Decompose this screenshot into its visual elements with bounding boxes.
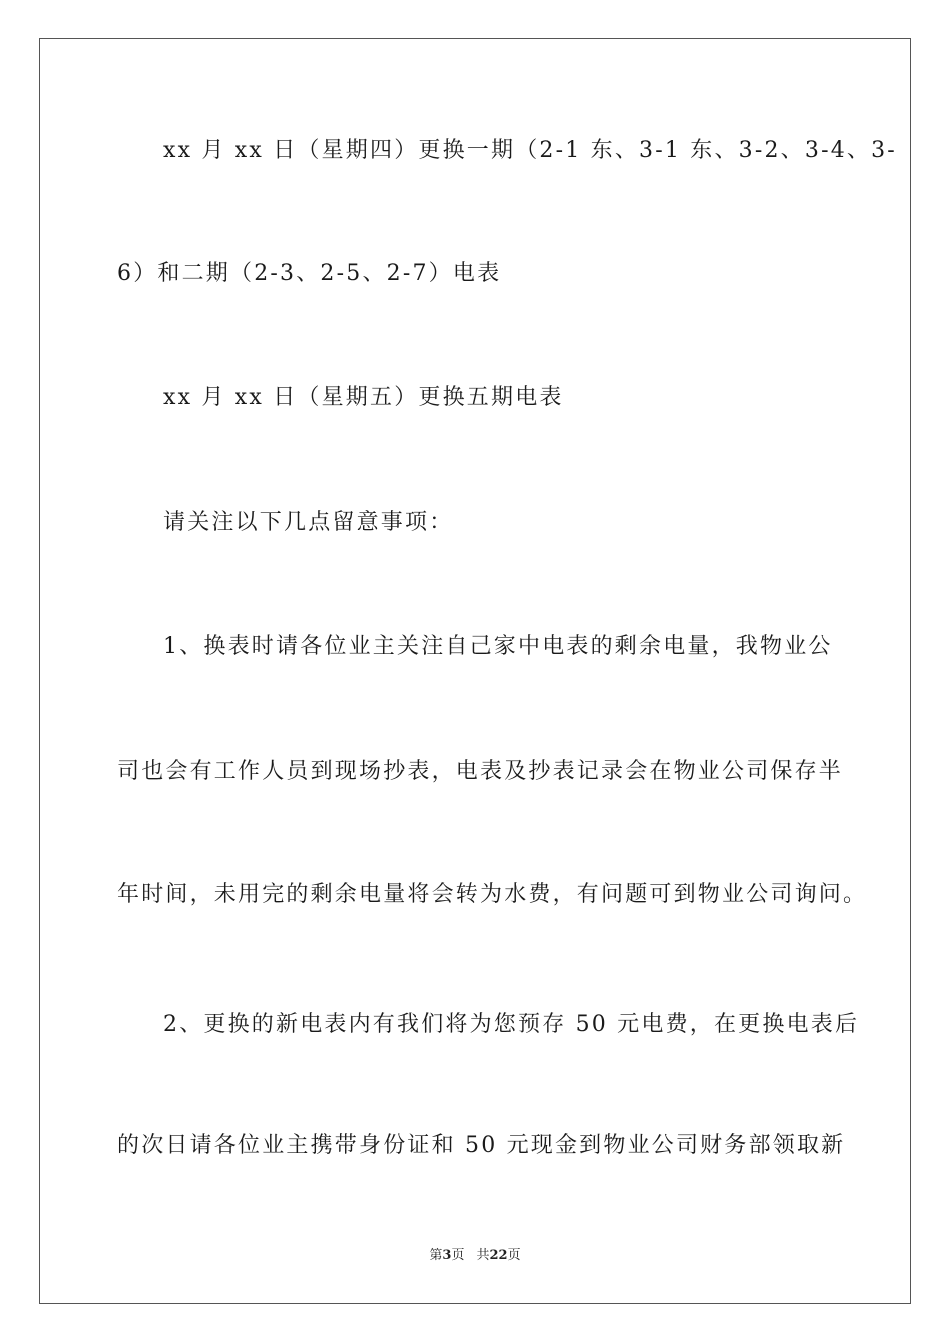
page-prefix: 第	[429, 1248, 443, 1263]
paragraph-5-line-2: 的次日请各位业主携带身份证和 50 元现金到物业公司财务部领取新	[117, 1133, 846, 1158]
page-border	[39, 38, 911, 1304]
total-suffix: 页	[507, 1248, 521, 1263]
paragraph-4-line-3: 年时间，未用完的剩余电量将会转为水费，有问题可到物业公司询问。	[117, 882, 868, 907]
paragraph-1-line-1: xx 月 xx 日（星期四）更换一期（2-1 东、3-1 东、3-2、3-4、3-	[163, 138, 897, 163]
total-prefix: 共	[476, 1248, 490, 1263]
paragraph-2-line-1: xx 月 xx 日（星期五）更换五期电表	[163, 385, 564, 410]
total-pages: 22	[489, 1248, 508, 1263]
paragraph-4-line-2: 司也会有工作人员到现场抄表，电表及抄表记录会在物业公司保存半	[117, 759, 844, 784]
paragraph-4-line-1: 1、换表时请各位业主关注自己家中电表的剩余电量，我物业公	[163, 634, 833, 659]
page-suffix: 页	[451, 1248, 465, 1263]
paragraph-3-line-1: 请关注以下几点留意事项：	[163, 510, 454, 535]
page-number: 3	[442, 1248, 452, 1263]
paragraph-1-line-2: 6）和二期（2-3、2-5、2-7）电表	[117, 261, 502, 286]
paragraph-5-line-1: 2、更换的新电表内有我们将为您预存 50 元电费，在更换电表后	[163, 1012, 860, 1037]
page-footer	[0, 1247, 950, 1265]
